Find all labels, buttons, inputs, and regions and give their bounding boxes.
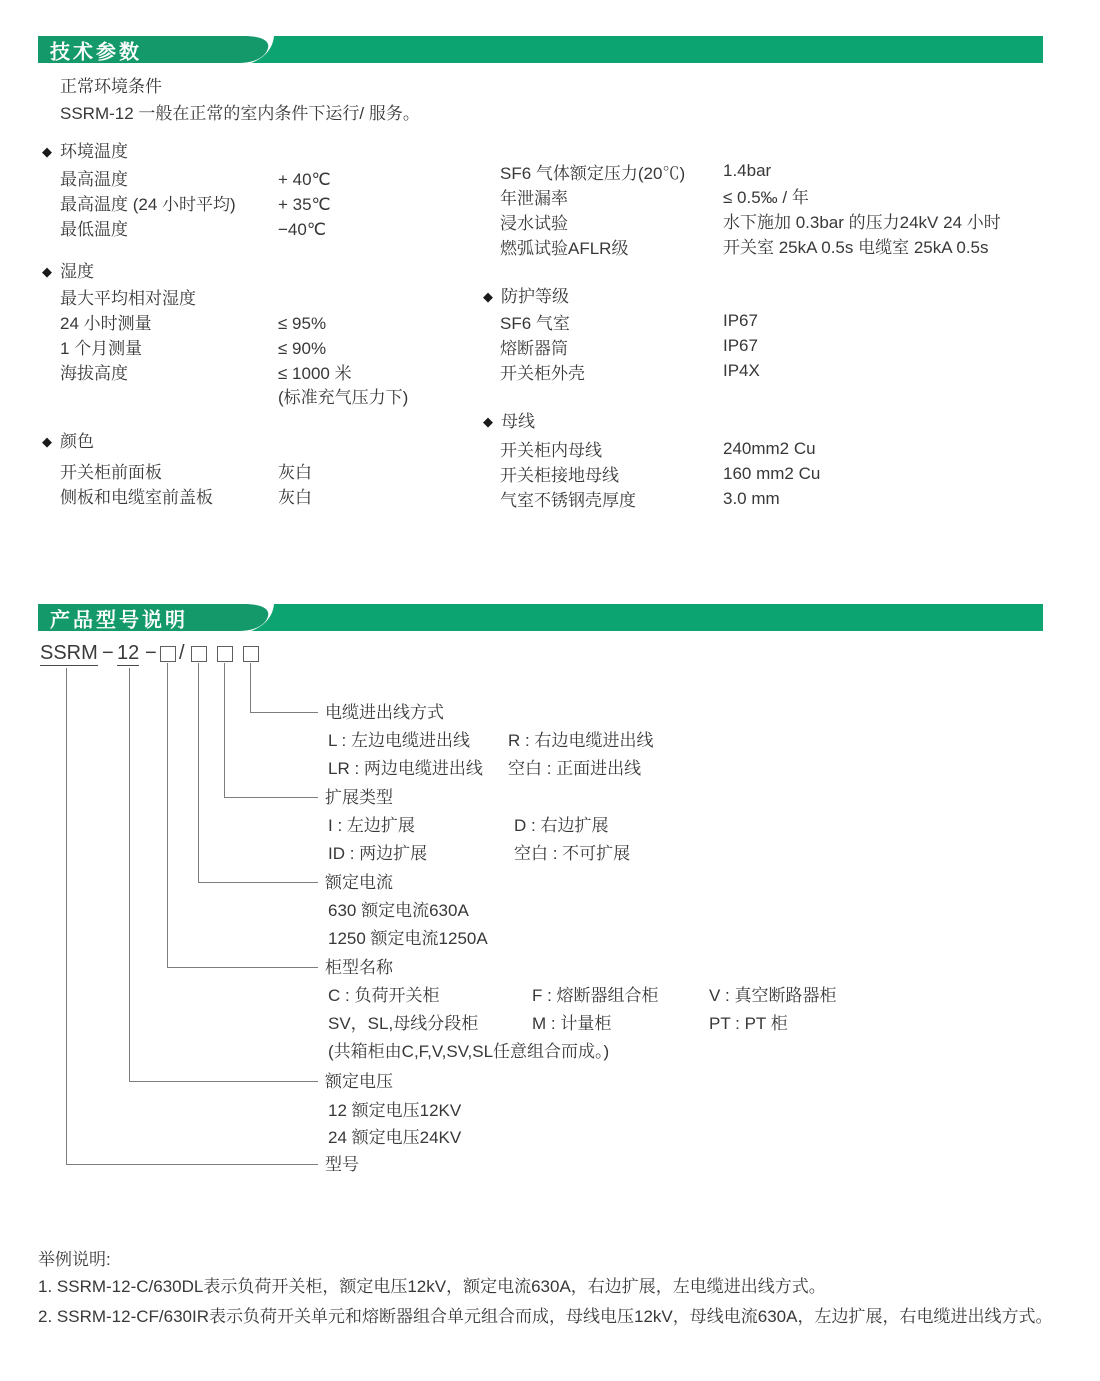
banner-ribbon-shape [38,604,1043,631]
spec-label: 气室不锈钢壳厚度 [500,491,636,510]
cabinet-note: (共箱柜由C,F,V,SV,SL任意组合而成。) [328,1042,610,1061]
protection-class-heading [483,286,569,308]
humidity-heading [42,261,94,283]
extension-option: 空白 : 不可扩展 [514,844,631,863]
spec-label: SF6 气室 [500,314,570,333]
spec-label: 海拔高度 [60,364,128,383]
model-code-box-extension [217,646,233,662]
tech-params-banner [38,36,1043,63]
spec-label: 开关柜前面板 [60,463,162,482]
operating-conditions-line: SSRM-12 一般在正常的室内条件下运行/ 服务。 [60,104,420,123]
spec-label: 侧板和电缆室前盖板 [60,488,213,507]
voltage-branch-title: 额定电压 [325,1072,393,1091]
spec-value: ≤ 1000 米 [278,364,352,383]
tech-params-banner-title: 技术参数 [50,41,142,63]
cable-option: 空白 : 正面进出线 [508,759,642,778]
connector-hline-extension [224,797,318,798]
model-code-box-cabinet [160,646,176,662]
model-designation-banner [38,604,1043,631]
connector-hline-model [66,1164,318,1165]
model-prefix-text: SSRM [40,642,98,664]
cabinet-option: PT : PT 柜 [709,1014,788,1033]
current-option: 1250 额定电流1250A [328,929,488,948]
normal-conditions-line: 正常环境条件 [60,77,162,96]
cable-branch-title: 电缆进出线方式 [325,703,444,722]
spec-value: 水下施加 0.3bar 的压力24kV 24 小时 [723,213,1001,232]
voltage-option: 24 额定电压24KV [328,1128,462,1147]
spec-value: ≤ 0.5‰ / 年 [723,188,809,207]
spec-label: 最低温度 [60,220,128,239]
spec-label: 开关柜外壳 [500,364,585,383]
spec-value: 灰白 [278,463,312,482]
examples-title: 举例说明: [38,1250,111,1269]
spec-value: 3.0 mm [723,489,780,508]
cabinet-option: SV，SL,母线分段柜 [328,1014,479,1033]
spec-value: 240mm2 Cu [723,439,816,458]
model-code-voltage [117,641,139,665]
cable-option: LR : 两边电缆进出线 [328,759,483,778]
spec-value: IP4X [723,361,760,380]
diamond-bullet-icon: ◆ [42,264,52,279]
extension-option: D : 右边扩展 [514,816,609,835]
spec-label: 年泄漏率 [500,189,568,208]
spec-label: 1 个月测量 [60,339,143,358]
spec-value: ≤ 90% [278,339,327,358]
ambient-temperature-heading [42,141,128,163]
connector-line-cable [250,663,251,712]
spec-value: −40℃ [278,220,326,239]
spec-label: 最高温度 [60,170,128,189]
spec-value: 160 mm2 Cu [723,464,821,483]
connector-line-model [66,668,67,1164]
model-branch-title: 型号 [325,1155,359,1174]
example-item-2: 2. SSRM-12-CF/630IR表示负荷开关单元和熔断器组合单元组合而成，母线电压12kV，母线电流630A，左边扩展，右电缆进出线方式。 [38,1307,1053,1326]
spec-value: ≤ 95% [278,314,327,333]
current-option: 630 额定电流630A [328,901,469,920]
model-code-prefix [40,641,98,665]
spec-note: (标准充气压力下) [278,388,409,407]
model-code-box-cable [243,646,259,662]
heading-label: 母线 [501,412,535,431]
cable-option: R : 右边电缆进出线 [508,731,654,750]
extension-branch-title: 扩展类型 [325,788,393,807]
model-code-box-current [191,646,207,662]
spec-value: 开关室 25kA 0.5s 电缆室 25kA 0.5s [723,238,989,257]
current-branch-title: 额定电流 [325,873,393,892]
spec-label: 24 小时测量 [60,314,152,333]
spec-value: + 35℃ [278,195,331,214]
extension-option: ID : 两边扩展 [328,844,428,863]
cabinet-option: V : 真空断路器柜 [709,986,837,1005]
connector-line-current [198,663,199,882]
model-code-dash: − [145,642,157,664]
heading-label: 颜色 [60,432,94,451]
color-heading [42,431,94,453]
connector-line-cabinet [167,663,168,967]
model-voltage-text: 12 [117,642,140,664]
connector-hline-cable [250,712,318,713]
connector-line-extension [224,663,225,797]
voltage-option: 12 额定电压12KV [328,1101,462,1120]
banner-ribbon-shape [38,36,1043,63]
connector-hline-cabinet [167,967,318,968]
cabinet-option: C : 负荷开关柜 [328,986,440,1005]
extension-option: I : 左边扩展 [328,816,415,835]
model-designation-banner-title: 产品型号说明 [50,609,188,631]
heading-label: 环境温度 [60,142,128,161]
connector-hline-voltage [129,1081,318,1082]
heading-label: 湿度 [60,262,94,281]
model-code-slash: / [179,642,185,664]
example-item-1: 1. SSRM-12-C/630DL表示负荷开关柜，额定电压12kV，额定电流630A，右边扩展，左电缆进出线方式。 [38,1277,826,1296]
cabinet-option: M : 计量柜 [532,1014,612,1033]
diamond-bullet-icon: ◆ [42,434,52,449]
spec-label: 开关柜内母线 [500,441,602,460]
spec-label: 熔断器筒 [500,339,568,358]
diamond-bullet-icon: ◆ [42,144,52,159]
busbar-heading [483,411,535,433]
spec-label: 开关柜接地母线 [500,466,619,485]
model-code-dash: − [102,642,114,664]
cabinet-branch-title: 柜型名称 [325,958,393,977]
diamond-bullet-icon: ◆ [483,414,493,429]
cabinet-option: F : 熔断器组合柜 [532,986,659,1005]
spec-value: + 40℃ [278,170,331,189]
spec-label: SF6 气体额定压力(20℃) [500,164,686,183]
connector-hline-current [198,882,318,883]
spec-label: 燃弧试验AFLR级 [500,239,629,258]
cable-option: L : 左边电缆进出线 [328,731,470,750]
diamond-bullet-icon: ◆ [483,289,493,304]
spec-sublabel: 最大平均相对湿度 [60,289,196,308]
spec-value: IP67 [723,336,758,355]
connector-line-voltage [129,668,130,1081]
spec-label: 浸水试验 [500,214,568,233]
spec-value: 1.4bar [723,161,772,180]
spec-value: 灰白 [278,488,312,507]
spec-label: 最高温度 (24 小时平均) [60,195,236,214]
heading-label: 防护等级 [501,287,569,306]
spec-value: IP67 [723,311,758,330]
